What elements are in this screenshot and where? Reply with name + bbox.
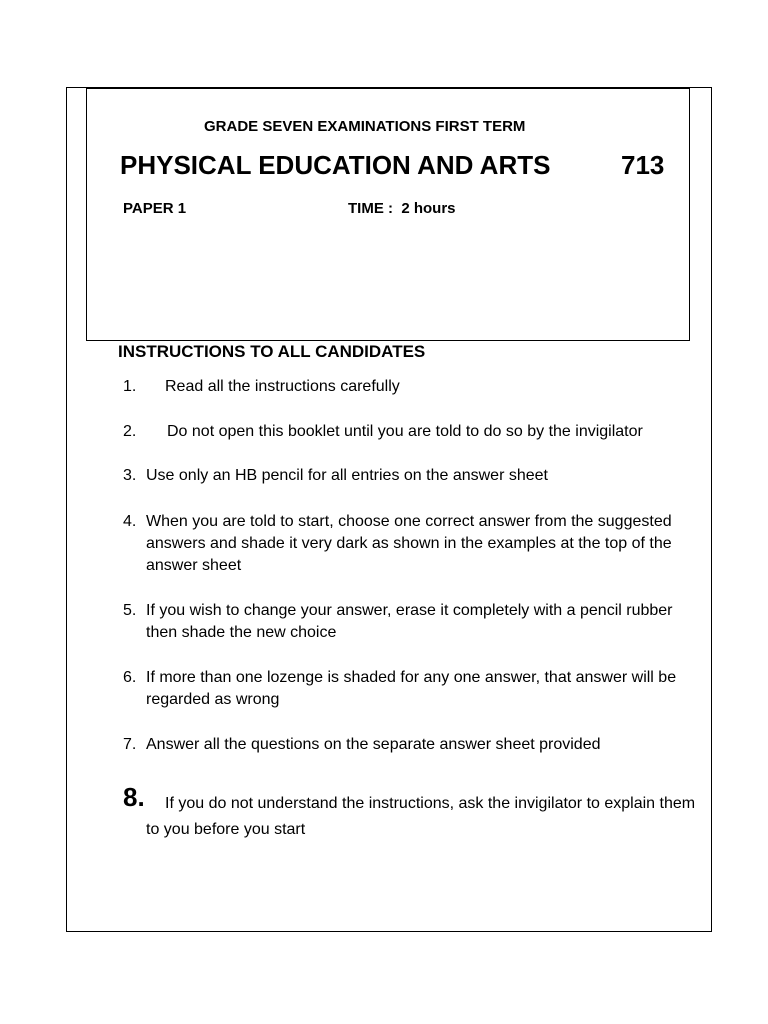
instruction-item — [123, 421, 703, 443]
instruction-text: Read all the instructions carefully — [165, 378, 400, 395]
instruction-number: 1. — [123, 378, 137, 395]
paper-label: PAPER 1 — [123, 200, 187, 217]
instruction-number: 2. — [123, 423, 137, 440]
instruction-item — [123, 600, 703, 644]
instruction-item — [123, 376, 703, 398]
instruction-text: If you do not understand the instructions, ask the invigilator to explain them to you before you start — [146, 795, 696, 838]
instruction-number: 3. — [123, 467, 137, 484]
instruction-item — [123, 511, 703, 577]
instruction-item — [146, 791, 696, 843]
instruction-text: Do not open this booklet until you are told to do so by the invigilator — [167, 423, 643, 440]
instruction-text: Use only an HB pencil for all entries on the answer sheet — [146, 467, 548, 484]
subject-code: 713 — [621, 150, 665, 180]
instruction-number-large: 8. — [123, 782, 145, 812]
instruction-number: 6. — [123, 669, 137, 686]
instructions-heading: INSTRUCTIONS TO ALL CANDIDATES — [118, 342, 426, 361]
instruction-item — [123, 734, 703, 756]
instruction-text: If you wish to change your answer, erase it completely with a pencil rubber then shade the new choice — [146, 602, 673, 641]
instruction-text: Answer all the questions on the separate answer sheet provided — [146, 736, 601, 753]
time-label: TIME : 2 hours — [348, 200, 456, 217]
instruction-item — [123, 667, 703, 711]
instruction-number: 5. — [123, 602, 137, 619]
exam-title: GRADE SEVEN EXAMINATIONS FIRST TERM — [204, 118, 526, 135]
instruction-number: 4. — [123, 513, 137, 530]
instruction-text: If more than one lozenge is shaded for any one answer, that answer will be regarded as wrong — [146, 669, 677, 708]
instruction-text: When you are told to start, choose one correct answer from the suggested answers and shade it very dark as shown in the examples at the top of the answer sheet — [146, 513, 672, 574]
instruction-item — [123, 465, 703, 487]
subject-title: PHYSICAL EDUCATION AND ARTS — [120, 150, 551, 180]
instruction-number: 7. — [123, 736, 137, 753]
